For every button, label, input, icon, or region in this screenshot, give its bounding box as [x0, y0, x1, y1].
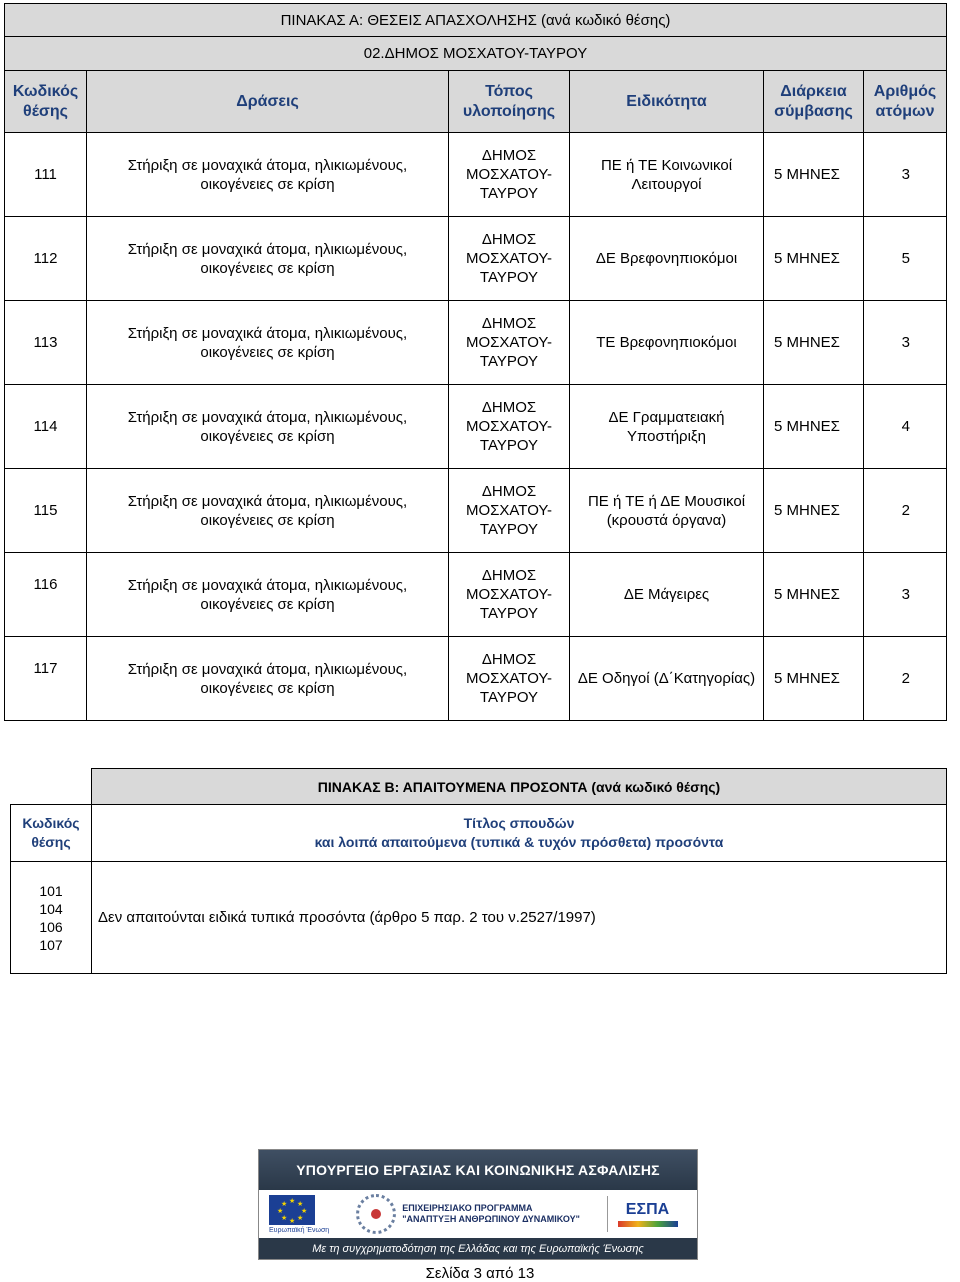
cell-duration: 5 ΜΗΝΕΣ [764, 301, 864, 385]
cell-location: ΔΗΜΟΣ ΜΟΣΧΑΤΟΥ-ΤΑΥΡΟΥ [449, 217, 570, 301]
header-qualifications-line2: και λοιπά απαιτούμενα (τυπικά & τυχόν πρόσθετα) προσόντα [314, 834, 724, 850]
page-number: Σελίδα 3 από 13 [425, 1265, 535, 1282]
cofunding-text: Με τη συγχρηματοδότηση της Ελλάδας και της Ευρωπαϊκής Ένωσης [259, 1238, 697, 1259]
cell-specialty: ΠΕ ή ΤΕ Κοινωνικοί Λειτουργοί [570, 133, 764, 217]
cell-duration: 5 ΜΗΝΕΣ [764, 553, 864, 637]
table-a-header-row [5, 71, 947, 133]
espa-logo [607, 1196, 687, 1232]
cell-count: 3 [864, 553, 947, 637]
cell-specialty: ΔΕ Μάγειρες [570, 553, 764, 637]
program-logo [356, 1194, 580, 1234]
table-row [5, 385, 947, 469]
espa-title: ΕΣΠΑ [625, 1201, 670, 1218]
code-item: 106 [39, 918, 63, 935]
cell-code: 116 [5, 553, 87, 637]
table-a-title-row [5, 4, 947, 37]
table-a-subtitle-row [5, 37, 947, 71]
cell-code: 113 [5, 301, 87, 385]
table-a-positions [4, 3, 947, 721]
header-code: Κωδικός θέσης [5, 71, 87, 133]
espa-color-bar-icon [618, 1221, 678, 1227]
cell-actions: Στήριξη σε μοναχικά άτομα, ηλικιωμένους, οικογένειες σε κρίση [87, 637, 449, 721]
funding-banner [258, 1149, 698, 1260]
cell-specialty: ΠΕ ή ΤΕ ή ΔΕ Μουσικοί (κρουστά όργανα) [570, 469, 764, 553]
header-count: Αριθμός ατόμων [864, 71, 947, 133]
table-row [5, 553, 947, 637]
table-row [5, 133, 947, 217]
cell-actions: Στήριξη σε μοναχικά άτομα, ηλικιωμένους, οικογένειες σε κρίση [87, 385, 449, 469]
cell-specialty: ΔΕ Γραμματειακή Υποστήριξη [570, 385, 764, 469]
table-row [5, 301, 947, 385]
eu-logo [269, 1195, 329, 1234]
cell-code: 117 [5, 637, 87, 721]
cell-duration: 5 ΜΗΝΕΣ [764, 217, 864, 301]
cell-code: 111 [5, 133, 87, 217]
table-a-subtitle: 02.ΔΗΜΟΣ ΜΟΣΧΑΤΟΥ-ΤΑΥΡΟΥ [5, 37, 947, 71]
cell-specialty: ΔΕ Βρεφονηπιοκόμοι [570, 217, 764, 301]
header-actions: Δράσεις [87, 71, 449, 133]
table-b-title-spacer [11, 769, 92, 805]
program-line1: ΕΠΙΧΕΙΡΗΣΙΑΚΟ ΠΡΟΓΡΑΜΜΑ [402, 1203, 533, 1213]
cell-location: ΔΗΜΟΣ ΜΟΣΧΑΤΟΥ-ΤΑΥΡΟΥ [449, 301, 570, 385]
cell-count: 2 [864, 637, 947, 721]
cell-duration: 5 ΜΗΝΕΣ [764, 385, 864, 469]
program-line2: "ΑΝΑΠΤΥΞΗ ΑΝΘΡΩΠΙΝΟΥ ΔΥΝΑΜΙΚΟΥ" [402, 1214, 580, 1224]
cell-actions: Στήριξη σε μοναχικά άτομα, ηλικιωμένους, οικογένειες σε κρίση [87, 217, 449, 301]
cell-count: 5 [864, 217, 947, 301]
eu-caption: Ευρωπαϊκή Ένωση [269, 1226, 330, 1234]
cell-actions: Στήριξη σε μοναχικά άτομα, ηλικιωμένους, οικογένειες σε κρίση [87, 133, 449, 217]
cell-location: ΔΗΜΟΣ ΜΟΣΧΑΤΟΥ-ΤΑΥΡΟΥ [449, 469, 570, 553]
table-b-title: ΠΙΝΑΚΑΣ Β: ΑΠΑΙΤΟΥΜΕΝΑ ΠΡΟΣΟΝΤΑ (ανά κωδικό θέσης) [92, 769, 947, 805]
header-specialty: Ειδικότητα [570, 71, 764, 133]
cell-location: ΔΗΜΟΣ ΜΟΣΧΑΤΟΥ-ΤΑΥΡΟΥ [449, 133, 570, 217]
cell-description: Δεν απαιτούνται ειδικά τυπικά προσόντα (άρθρο 5 παρ. 2 του ν.2527/1997) [92, 862, 947, 974]
cell-count: 3 [864, 301, 947, 385]
ministry-title: ΥΠΟΥΡΓΕΙΟ ΕΡΓΑΣΙΑΣ ΚΑΙ ΚΟΙΝΩΝΙΚΗΣ ΑΣΦΑΛΙΣΗΣ [259, 1150, 697, 1190]
cell-actions: Στήριξη σε μοναχικά άτομα, ηλικιωμένους, οικογένειες σε κρίση [87, 469, 449, 553]
code-item: 107 [39, 936, 63, 953]
cell-specialty: ΤΕ Βρεφονηπιοκόμοι [570, 301, 764, 385]
cell-code: 115 [5, 469, 87, 553]
header-qualifications [92, 805, 947, 862]
table-b-qualifications [10, 768, 947, 974]
table-row [5, 217, 947, 301]
program-emblem-icon [356, 1194, 396, 1234]
cell-actions: Στήριξη σε μοναχικά άτομα, ηλικιωμένους, οικογένειες σε κρίση [87, 553, 449, 637]
cell-specialty: ΔΕ Οδηγοί (Δ΄Κατηγορίας) [570, 637, 764, 721]
cell-codes [11, 862, 92, 974]
table-row [5, 637, 947, 721]
table-b-header-row [11, 805, 947, 862]
code-item: 101 [39, 882, 63, 899]
logos-row [259, 1190, 697, 1238]
cell-code: 114 [5, 385, 87, 469]
cell-count: 3 [864, 133, 947, 217]
header-duration: Διάρκεια σύμβασης [764, 71, 864, 133]
table-a-title: ΠΙΝΑΚΑΣ Α: ΘΕΣΕΙΣ ΑΠΑΣΧΟΛΗΣΗΣ (ανά κωδικό θέσης) [5, 4, 947, 37]
table-b-title-row [11, 769, 947, 805]
table-row [11, 862, 947, 974]
header-code: Κωδικός θέσης [11, 805, 92, 862]
cell-code: 112 [5, 217, 87, 301]
cell-duration: 5 ΜΗΝΕΣ [764, 469, 864, 553]
cell-location: ΔΗΜΟΣ ΜΟΣΧΑΤΟΥ-ΤΑΥΡΟΥ [449, 553, 570, 637]
cell-location: ΔΗΜΟΣ ΜΟΣΧΑΤΟΥ-ΤΑΥΡΟΥ [449, 385, 570, 469]
program-text [402, 1203, 580, 1225]
code-item: 104 [39, 900, 63, 917]
eu-flag-icon: ★ ★ ★ ★ ★ ★ ★ ★ [269, 1195, 315, 1225]
table-row [5, 469, 947, 553]
header-location: Τόπος υλοποίησης [449, 71, 570, 133]
cell-actions: Στήριξη σε μοναχικά άτομα, ηλικιωμένους, οικογένειες σε κρίση [87, 301, 449, 385]
header-qualifications-line1: Τίτλος σπουδών [463, 815, 575, 831]
cell-duration: 5 ΜΗΝΕΣ [764, 637, 864, 721]
cell-count: 4 [864, 385, 947, 469]
cell-duration: 5 ΜΗΝΕΣ [764, 133, 864, 217]
cell-count: 2 [864, 469, 947, 553]
cell-location: ΔΗΜΟΣ ΜΟΣΧΑΤΟΥ-ΤΑΥΡΟΥ [449, 637, 570, 721]
